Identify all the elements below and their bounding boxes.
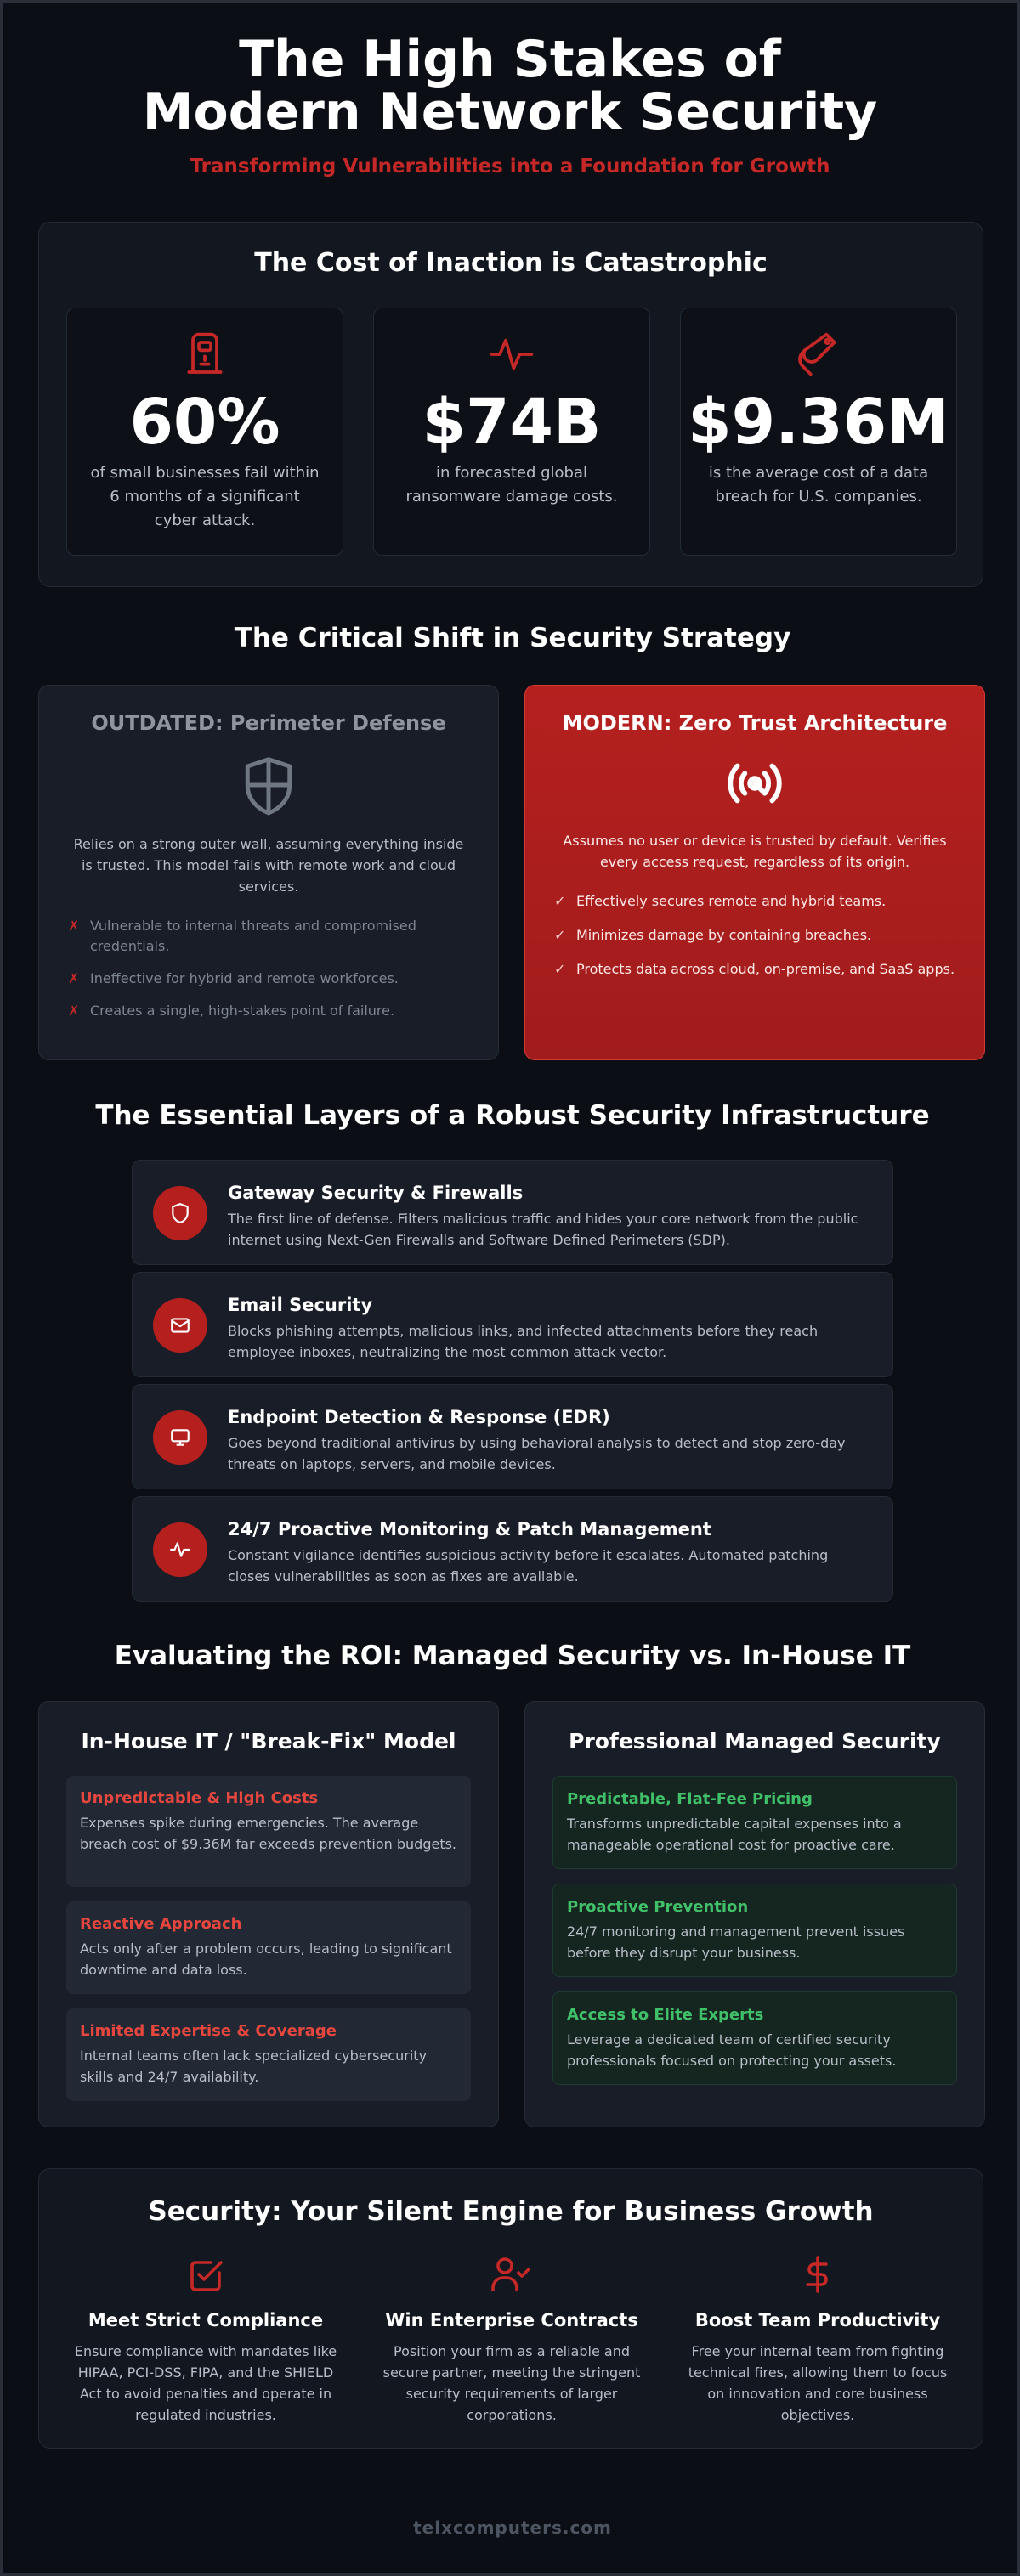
managed-title: Professional Managed Security — [569, 1729, 941, 1754]
roi-heading: Evaluating the ROI: Managed Security vs. In-House IT — [114, 1641, 911, 1671]
layer-title: Email Security — [228, 1295, 373, 1315]
stat-description: of small businesses fail within 6 months of a significant cyber attack. — [90, 464, 320, 529]
broadcast-icon — [554, 754, 955, 816]
layer-item — [132, 1384, 893, 1489]
layer-item — [132, 1272, 893, 1377]
monitor-icon — [153, 1410, 207, 1465]
layer-title: Gateway Security & Firewalls — [228, 1183, 524, 1203]
page-subtitle: Transforming Vulnerabilities into a Foundation for Growth — [190, 155, 830, 178]
inhouse-title: In-House IT / "Break-Fix" Model — [81, 1729, 456, 1754]
cross-icon: ✗ — [68, 918, 80, 934]
stat-card — [373, 308, 650, 556]
roi-item-title: Access to Elite Experts — [567, 2006, 764, 2024]
list-item: ✓ Effectively secures remote and hybrid teams. — [554, 891, 955, 912]
check-icon: ✓ — [554, 893, 566, 909]
check-icon: ✓ — [554, 927, 566, 943]
list-item: ✗ Ineffective for hybrid and remote workforces. — [68, 969, 469, 989]
growth-item — [376, 2254, 648, 2426]
page-title: The High Stakes of Modern Network Security — [142, 30, 878, 142]
roi-item — [66, 2008, 471, 2101]
growth-title: Security: Your Silent Engine for Business Growth — [148, 2196, 874, 2227]
roi-item — [552, 1884, 957, 1977]
list-item: ✗ Vulnerable to internal threats and compromised credentials. — [68, 918, 416, 954]
footer-domain: telxcomputers.com — [413, 2517, 612, 2538]
modern-points — [554, 891, 955, 980]
growth-item — [70, 2254, 342, 2426]
layers-heading: The Essential Layers of a Robust Security Infrastructure — [95, 1100, 930, 1131]
shield-icon — [153, 1186, 207, 1240]
stat-description: is the average cost of a data breach for U.S. companies. — [708, 464, 929, 506]
modern-strategy-card — [524, 685, 985, 1060]
roi-item-title: Unpredictable & High Costs — [80, 1789, 319, 1807]
layer-title: 24/7 Proactive Monitoring & Patch Management — [228, 1519, 711, 1539]
outdated-description: Relies on a strong outer wall, assuming everything inside is trusted. This model fails with remote work and cloud services. — [73, 836, 464, 895]
growth-item-title: Win Enterprise Contracts — [385, 2310, 638, 2330]
growth-item — [682, 2254, 954, 2426]
dollar-icon — [682, 2254, 954, 2298]
cross-icon: ✗ — [68, 970, 80, 986]
roi-item-description: Leverage a dedicated team of certified security professionals focused on protecting your assets. — [567, 2031, 897, 2069]
layer-description: The first line of defense. Filters malicious traffic and hides your core network from the public internet using Next-Gen Firewalls and Software Defined Perimeters (SDP). — [228, 1211, 858, 1248]
roi-item-description: Acts only after a problem occurs, leading to significant downtime and data loss. — [80, 1940, 452, 1978]
layer-item — [132, 1496, 893, 1602]
stat-description: in forecasted global ransomware damage costs. — [405, 464, 618, 506]
checkbox-icon — [70, 2254, 342, 2298]
layer-item — [132, 1160, 893, 1265]
strategy-heading: The Critical Shift in Security Strategy — [234, 623, 791, 653]
cross-icon: ✗ — [68, 1003, 80, 1019]
roi-item-description: Internal teams often lack specialized cybersecurity skills and 24/7 availability. — [80, 2048, 428, 2085]
layer-description: Blocks phishing attempts, malicious links, and infected attachments before they reach employee inboxes, neutralizing the most common attack vector. — [228, 1323, 819, 1360]
growth-panel — [38, 2168, 983, 2449]
roi-item — [552, 1991, 957, 2085]
outdated-points — [68, 916, 469, 1021]
pulse-icon — [153, 1522, 207, 1577]
layer-description: Goes beyond traditional antivirus by using behavioral analysis to detect and stop zero-day threats on laptops, servers, and mobile devices. — [228, 1435, 846, 1472]
check-icon: ✓ — [554, 961, 566, 977]
growth-item-description: Ensure compliance with mandates like HIPAA, PCI-DSS, FIPA, and the SHIELD Act to avoid penalties and operate in regulated industries. — [74, 2343, 337, 2423]
outdated-title: OUTDATED: Perimeter Defense — [91, 711, 446, 735]
roi-item-title: Reactive Approach — [80, 1915, 242, 1933]
list-item: ✗ Creates a single, high-stakes point of failure. — [68, 1001, 469, 1021]
shield-icon — [68, 754, 469, 816]
roi-item — [66, 1901, 471, 1994]
roi-item — [552, 1776, 957, 1869]
growth-item-description: Free your internal team from fighting technical fires, allowing them to focus on innovation and core business objectives. — [688, 2343, 948, 2423]
growth-item-title: Meet Strict Compliance — [88, 2310, 324, 2330]
growth-item-description: Position your firm as a reliable and secure partner, meeting the stringent security requirements of larger corporations. — [382, 2343, 641, 2423]
user-check-icon — [376, 2254, 648, 2298]
stat-card — [66, 308, 343, 556]
list-item: ✓ Minimizes damage by containing breaches. — [554, 925, 955, 946]
roi-item-description: Expenses spike during emergencies. The average breach cost of $9.36M far exceeds prevention budgets. — [80, 1815, 457, 1852]
pulse-icon — [374, 330, 649, 378]
layer-title: Endpoint Detection & Response (EDR) — [228, 1407, 610, 1427]
hero — [3, 3, 1017, 178]
cost-title: The Cost of Inaction is Catastrophic — [254, 248, 768, 278]
layer-description: Constant vigilance identifies suspicious activity before it escalates. Automated patching closes vulnerabilities as soon as fixes are available. — [228, 1547, 829, 1585]
roi-item-title: Proactive Prevention — [567, 1898, 749, 1916]
list-item: ✓ Protects data across cloud, on-premise, and SaaS apps. — [554, 959, 955, 980]
roi-item — [66, 1776, 471, 1887]
stat-value: $74B — [422, 386, 602, 459]
shop-icon — [67, 330, 343, 378]
hook-icon — [681, 330, 956, 378]
stat-value: $9.36M — [688, 386, 949, 459]
stat-card — [680, 308, 957, 556]
roi-item-title: Limited Expertise & Coverage — [80, 2022, 337, 2040]
cost-panel — [38, 222, 983, 587]
stat-value: 60% — [129, 386, 280, 459]
managed-card — [524, 1701, 985, 2127]
roi-item-title: Predictable, Flat-Fee Pricing — [567, 1790, 813, 1808]
roi-item-description: Transforms unpredictable capital expenses into a manageable operational cost for proactive care. — [567, 1816, 902, 1853]
mail-icon — [153, 1298, 207, 1353]
outdated-strategy-card — [38, 685, 499, 1060]
inhouse-card — [38, 1701, 499, 2127]
modern-title: MODERN: Zero Trust Architecture — [562, 711, 948, 735]
modern-description: Assumes no user or device is trusted by default. Verifies every access request, regardless of its origin. — [563, 833, 947, 870]
growth-item-title: Boost Team Productivity — [694, 2310, 941, 2330]
roi-item-description: 24/7 monitoring and management prevent issues before they disrupt your business. — [567, 1924, 905, 1961]
